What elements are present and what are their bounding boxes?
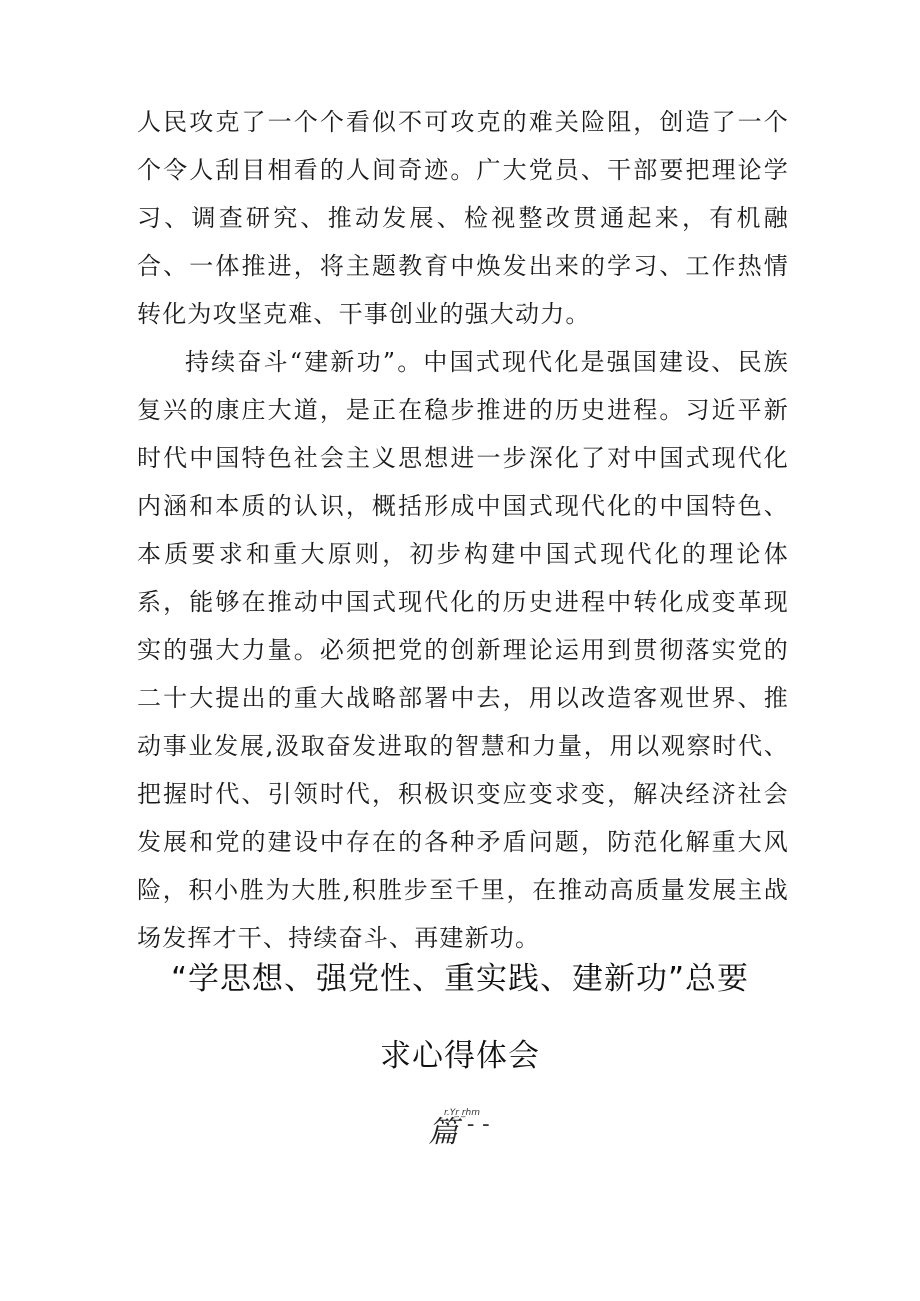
section-heading-line-2: 求心得体会: [380, 1038, 540, 1074]
section-number-mark: [428, 1108, 508, 1158]
section-heading-line-1: “学思想、强党性、重实践、建新功”总要: [170, 961, 750, 997]
body-paragraph-2: 持续奋斗“建新功”。中国式现代化是强国建设、民族复兴的康庄大道，是正在稳步推进的历史进程。习近平新时代中国特色社会主义思想进一步深化了对中国式现代化内涵和本质的认识，概括形成中国式现代化的中国特色、本质要求和重大原则，初步构建中国式现代化的理论体系，能够在推动中国式现代化的历史进程中转化成变革现实的强大力量。必须把党的创新理论运用到贯彻落实党的二十大提出的重大战略部署中去，用以改造客观世界、推动事业发展,汲取奋发进取的智慧和力量，用以观察时代、把握时代、引领时代，积极识变应变求变，解决经济社会发展和党的建设中存在的各种矛盾问题，防范化解重大风险，积小胜为大胜,积胜步至千里，在推动高质量发展主战场发挥才干、持续奋斗、再建新功。: [137, 348, 789, 952]
section-mark-scribble: r.Yr̲ r̲hm: [444, 1108, 480, 1118]
section-mark-dash: --: [464, 1112, 495, 1137]
section-mark-glyph: 篇: [428, 1115, 458, 1150]
body-paragraph-1: 人民攻克了一个个看似不可攻克的难关险阻，创造了一个个令人刮目相看的人间奇迹。广大党员、干部要把理论学习、调查研究、推动发展、检视整改贯通起来，有机融合、一体推进，将主题教育中焕发出来的学习、工作热情转化为攻坚克难、干事创业的强大动力。: [137, 108, 789, 328]
